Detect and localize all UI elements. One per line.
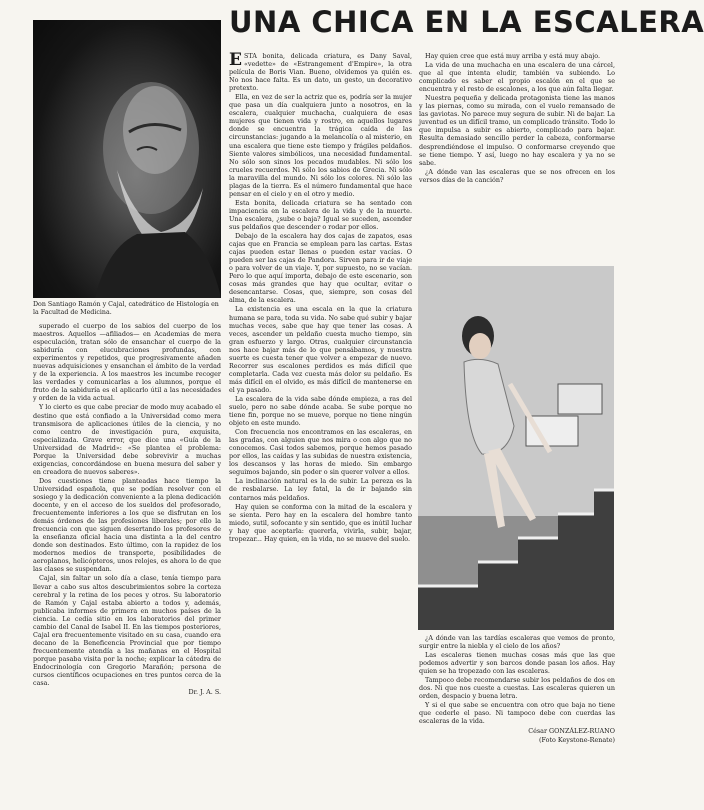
article-headline: UNA CHICA EN LA ESCALERA bbox=[229, 5, 704, 39]
staircase-illustration bbox=[418, 266, 614, 630]
paragraph: Y lo cierto es que cabe preciar de modo muy acabado el destino que está confiado a la Universidad como mera transmisora de aplicaciones útiles de la ciencia, y no como centro de investigación pura, exquisita, especializada. Grave error, que dice una «Guía de la Universidad de Madrid»: «Se plantea el problema: Porque la Universidad debe sobrevivir a muchas exigencias, concordándose en buena mesura del saber y en creadora de nuevos saberes». bbox=[33, 403, 221, 476]
paragraph: Tampoco debe recomendarse subir los peldaños de dos en dos. Ni que nos cueste a cuestas. Las escaleras quieren un orden, despacio y buena letra. bbox=[419, 676, 615, 701]
lead-text: STA bonita, delicada criatura, es Dany Saval, «vedette» de «Estrangement d'Empire», la otra película de Boris Vian. Bueno, olvidemos ya quién es. No nos hace falta. Es un dato, un gesto, un decorativo pretexto. bbox=[229, 52, 412, 93]
paragraph: Cajal, sin faltar un solo día a clase, tenía tiempo para llevar a cabo sus altos descubrimientos sobre la corteza cerebral y la retina de los peces y otros. Su laboratorio de Ramón y Cajal estaba abierto a todos y, además, publicaba informes de primera en muchos países de la ciencia. Le cedía sitio en los laboratorios del primer cambio del Canal de Isabel II. En las tiempos posteriores, Cajal era frecuentemente visitado en su casa, cuando era decano de la Beneficencia Provincial que por tiempo frecuentemente atendía a las mañanas en el Hospital porque pasaba visita por la noche; explicar la cátedra de Endocrinología con Gregorio Marañón; persona de cursos científicos ocupaciones en tres puntos cerca de la casa. bbox=[33, 574, 221, 688]
paragraph: Las escaleras tienen muchas cosas más que las que podemos advertir y son barcos donde pasan los años. Hay quien se ha tropezado con las escaleras. bbox=[419, 651, 615, 676]
paragraph: La vida de una muchacha en una escalera de una cárcel, que al que intenta eludir, también va subiendo. Lo complicado es saber el propio escalón en el que se encuentra y el resto de escalones, a los que aún falta llegar. bbox=[419, 61, 615, 94]
portrait-photo bbox=[33, 20, 221, 298]
portrait-illustration bbox=[33, 20, 221, 298]
paragraph: Hay quien cree que está muy arriba y está muy abajo. bbox=[425, 52, 601, 60]
signature: Dr. J. A. S. bbox=[188, 688, 221, 697]
paragraph: ¿A dónde van las tardías escaleras que vemos de pronto, surgir entre la niebla y el cielo de los años? bbox=[419, 634, 615, 651]
paragraph: Esta bonita, delicada criatura se ha sentado con impaciencia en la escalera de la vida y de la muerte. Una escalera, ¿sube o baja? Igual se suceden, ascender sus peldaños que descender o rodar por ellos. bbox=[229, 198, 412, 231]
paragraph: superado el cuerpo de los sabios del cuerpo de los maestros. Aquellos —afiliados— en Academias de mera especulación, tratan sólo de ensanchar el cuerpo de la sabiduría con elucubraciones profundas, con experimentos y repetidos, que progresivamente añaden nuevas adquisiciones y ensanchan el ámbito de la verdad y de la experiencia. A los maestros les incumbe recoger las verdades y comunicarlas a los alumnos, porque el fruto de la sabiduría es el aplicarlo útil a las necesidades y orden de la vida actual. bbox=[33, 322, 221, 403]
middle-column bbox=[229, 52, 412, 804]
photo-credit: (Foto Keystone-Renate) bbox=[539, 735, 615, 744]
paragraph: Debajo de la escalera hay dos cajas de zapatos, esas cajas que en Francia se emplean para las cartas. Estas cajas pueden estar llenas o pueden estar vacías. O pueden ser las cajas de Pandora. Sirven para ir de viaje o para volver de un viaje. Y, por supuesto, no se vacían. Pero lo que aquí importa, debajo de este escenario, son cosas más grandes que hay que ocultar, evitar o desencantarse. Cosas, que, siempre, son cosas del alma, de la escalera. bbox=[229, 232, 412, 305]
paragraph: Hay quien se conforma con la mitad de la escalera y se sienta. Pero hay en la escalera del hombre tanto miedo, sutil, sofocante y sin sentido, que es inútil luchar y hay que aceptarla: quererla, vivirla, subir, bajar, tropezar... Hay quien, en la vida, no se mueve del suelo. bbox=[229, 502, 412, 543]
portrait-caption: Don Santiago Ramón y Cajal, catedrático de Histología en la Facultad de Medicina. bbox=[33, 301, 219, 316]
paragraph: La inclinación natural es la de subir. La pereza es la de resbalarse. La ley fatal, la de ir bajando sin contarnos más peldaños. bbox=[229, 477, 412, 502]
left-column bbox=[33, 322, 221, 805]
author-byline: César GONZÁLEZ-RUANO bbox=[528, 726, 615, 735]
paragraph: ¿A dónde van las escaleras que se nos ofrecen en los versos días de la canción? bbox=[419, 167, 615, 184]
paragraph: La escalera de la vida sabe dónde empieza, a ras del suelo, pero no sabe dónde acaba. Se sube porque no tiene fin, porque no se mueve, porque no tiene ningún objeto en este mundo. bbox=[229, 394, 412, 428]
staircase-photo bbox=[418, 266, 614, 630]
paragraph: La existencia es una escala en la que la criatura humana se para, toda su vida. No sabe qué subir y bajar muchas veces, sabe que hay que tener las cosas. A veces, ascender un peldaño cuesta mucho tiempo, sin gran esfuerzo y largo. Otras, cualquier circunstancia nos hace bajar más de lo que pensábamos, y nuestra suerte es cuesta tener que volver a empezar de nuevo. Recorrer sus escalones perdidos es más difícil que completarla. Cada vez cuesta más dolor su peldaño. Es más difícil en el olvido, es más difícil de mantenerse en el ya pasado. bbox=[229, 305, 412, 394]
paragraph: Y si el que sabe se encuentra con otro que baja no tiene que cederle el paso. Ni tampoco debe con cuerdas las escaleras de la vida. bbox=[419, 701, 615, 726]
paragraph: Nuestra pequeña y delicada protagonista tiene las manos y las piernas, como su mirada, con el vuelo remansado de las gaviotas. No parece muy segura de subir. Ni de bajar. La juventud es un difícil tramo, un complicado tránsito. Todo lo que impulsa a subir es abierto, complicado para bajar. Resulta demasiado sencillo perder la cabeza, conformarse desprendiéndose el impulso. O conformarse creyendo que se tiene tiempo. Y así, luego no hay escalera y ya no se sabe. bbox=[419, 94, 615, 167]
photo-caption bbox=[419, 634, 615, 745]
drop-cap: E bbox=[229, 50, 242, 70]
paragraph bbox=[229, 52, 412, 92]
paragraph: Dos cuestiones tiene planteadas hace tiempo la Universidad española, que se podían resolver con el sosiego y la dedicación conveniente a la plena dedicación docente, y en el acceso de los sueldos del profesorado, frecuentemente inferiores a los que se disfrutan en los demás órdenes de las profesiones liberales; por ello la frecuencia con que siguen desertando los profesores de la enseñanza oficial hacia una distinta a la del centro donde son destinados. Esto último, con la rapidez de los modernos medios de transporte, posibilidades de aeroplanos, helicópteros, unos relojes, es ahora lo de que las clases se suspendan. bbox=[33, 476, 221, 574]
paragraph: Con frecuencia nos encontramos en las escaleras, en las gradas, con alguien que nos mira o con algo que no conocemos. Casi todos sabemos, porque hemos pasado por ellos, las caídas y las subidas de nuestra existencia, los descansos y las horas de miedo. Sin embargo seguimos bajando, sin poder o sin querer volver a ellos. bbox=[229, 428, 412, 477]
paragraph: Ella, en vez de ser la actriz que es, podría ser la mujer que pasa un día cualquiera junto a nosotros, en la escalera, cualquier muchacha, cualquiera de esas mujeres que tienen vida y rostro, en aquellos lugares donde se encuentra la trágica caída de las circunstancias: jugando a la melancolía o al misterio, en una escalera que tiene este tiempo y frágiles peldaños. Siente valores simbólicos, una necesidad fundamental. No sólo son sinos los pecados mudables. Ni sólo los crueles recuerdos. Ni sólo los sabios de Grecia. Ni sólo la maravilla del mundo. Ni sólo los colores. Ni sólo las plagas de la tierra. Es el número fundamental que hace pensar en el cielo y en el otro y medio. bbox=[229, 93, 412, 198]
right-column bbox=[419, 52, 615, 262]
